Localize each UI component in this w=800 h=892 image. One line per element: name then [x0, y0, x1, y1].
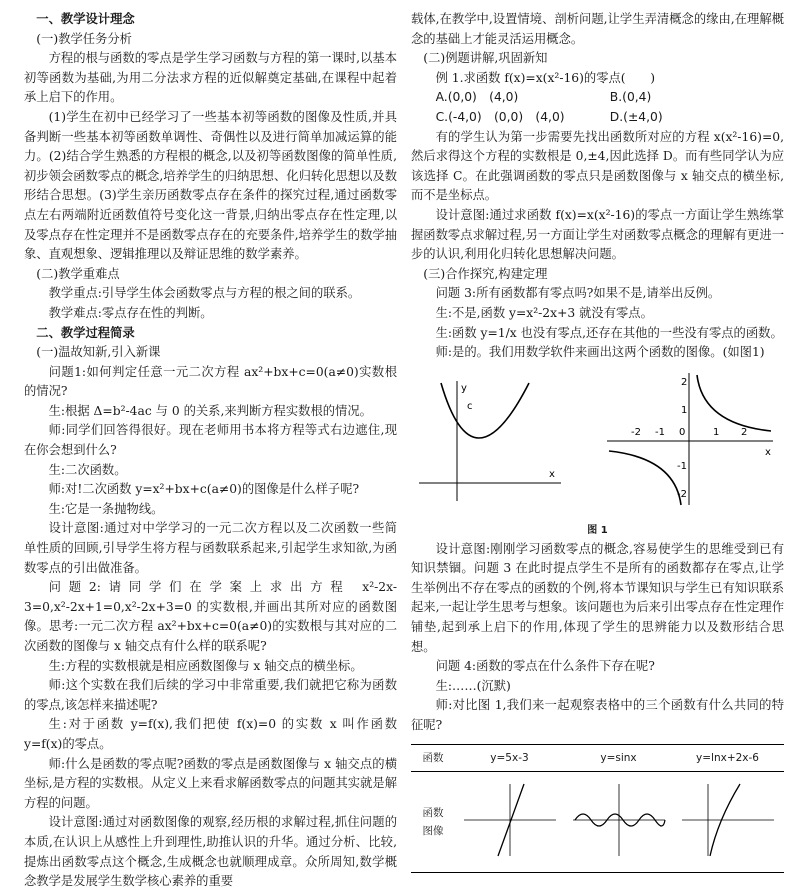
- linear-graph: [460, 780, 560, 860]
- subsection-heading: (一)教学任务分析: [36, 31, 132, 46]
- left-column: [24, 10, 397, 892]
- y-tick: 1: [681, 404, 688, 416]
- linear-graph-cell: [455, 780, 564, 863]
- subsection-heading: (二)教学重难点: [36, 266, 120, 281]
- figure-caption: 图 1: [587, 524, 608, 536]
- paragraph: 生:对于函数 y=f(x),我们把使 f(x)=0 的实数 x 叫作函数 y=f(x)的零点。: [24, 717, 397, 751]
- option-b: B.(0,4): [609, 90, 652, 105]
- paragraph: 师:对比图 1,我们来一起观察表格中的三个函数有什么共同的特征呢?: [411, 698, 784, 733]
- paragraph: 有的学生认为第一步需要先找出函数所对应的方程 x(x²-16)=0,然后求得这个方程的实数根是 0,±4,因此选择 D。而有些同学认为应该选择 C。在此强调函数的零点只是函数图像与 x 轴交点的横坐标,而不是坐标点。: [411, 129, 784, 203]
- paragraph: 设计意图:通过求函数 f(x)=x(x²-16)的零点一方面让学生熟练掌握函数零点求解过程,另一方面让学生对函数零点概念的理解有更进一步的认识,利用化归转化思想解决问题。: [411, 207, 784, 262]
- answer-options: [411, 88, 784, 127]
- reciprocal-graph: [601, 369, 781, 509]
- paragraph: 方程的根与函数的零点是学生学习函数与方程的第一课时,以基本初等函数为基础,为用二分法求方程的近似解奠定基础,在课程中起着承上启下的作用。: [24, 51, 397, 105]
- option-c: C.(-4,0) (0,0) (4,0): [435, 109, 565, 124]
- y-tick: 2: [681, 376, 688, 388]
- parabola-graph: [411, 371, 571, 511]
- paragraph: 生:……(沉默): [435, 678, 511, 693]
- x-tick: 2: [741, 426, 748, 438]
- right-column: [411, 10, 784, 873]
- paragraph: 师:是的。我们用数学软件来画出这两个函数的图像。(如图1): [435, 345, 765, 360]
- table-header-cell: y=lnx+2x-6: [696, 751, 759, 764]
- paragraph: 教学难点:零点存在性的判断。: [48, 305, 213, 320]
- paragraph: 生:不是,函数 y=x²-2x+3 就没有零点。: [435, 305, 653, 320]
- log-graph-cell: [673, 780, 782, 863]
- paragraph: 设计意图:通过对函数图像的观察,经历根的求解过程,抓住问题的本质,在认识上从感性上升到理性,助推认识的升华。通过分析、比较,提炼出函数零点这个概念,生成概念也就顺理成章。众所周知,数学概念教学是发展学生数学核心素养的重要: [24, 815, 397, 889]
- curve-label: c: [467, 400, 473, 412]
- function-table: [411, 744, 784, 873]
- x-tick: -1: [655, 426, 665, 438]
- row-label-line: 函数: [422, 806, 444, 819]
- paragraph: (1)学生在初中已经学习了一些基本初等函数的图像及性质,并具备判断一些基本初等函数单调性、奇偶性以及进行简单加减运算的能力。(2)结合学生熟悉的方程根的概念,以及初等函数图像的简单性质,初步领会函数零点的概念,培养学生的归纳思想、化归转化思想以及数形结合思想。(3)学生亲历函数零点存在条件的探究过程,通过函数零点左右两端附近函数值符号变化这一背景,归纳出零点存在性定理,以及零点存在性定理并不是函数零点存在的充要条件,培养学生的数学抽象、直观想象、逻辑推理以及辩证思维的数学素养。: [24, 109, 397, 262]
- paragraph: 设计意图:刚刚学习函数零点的概念,容易使学生的思维受到已有知识禁锢。问题 3 在此时提点学生不是所有的函数都存在零点,让学生举例出不存在零点的函数的个例,将本节课知识与学生已有知识联系起来,一起让学生思考与想象。该问题也为后来引出零点存在性定理作铺垫,起到承上启下的作用,体现了学生的思辨能力以及数形结合思想。: [411, 541, 784, 654]
- y-axis-label: y: [461, 382, 467, 394]
- paragraph: 生:根据 Δ=b²-4ac 与 0 的关系,来判断方程实数根的情况。: [48, 403, 372, 418]
- table-header-cell: 函数: [422, 752, 444, 765]
- paragraph: 问题 4:函数的零点在什么条件下存在呢?: [435, 659, 655, 674]
- y-tick: -2: [677, 488, 687, 500]
- table-row: [411, 772, 784, 872]
- x-tick: -2: [631, 426, 641, 438]
- table-header-cell: y=5x-3: [490, 751, 529, 764]
- table-header-cell: y=sinx: [600, 751, 637, 764]
- section-heading: 二、教学过程简录: [36, 325, 135, 340]
- option-a: A.(0,0) (4,0): [435, 90, 519, 105]
- table-header-row: [411, 745, 784, 772]
- paragraph: 生:二次函数。: [48, 462, 127, 477]
- sine-graph-cell: [564, 780, 673, 863]
- y-tick: -1: [677, 460, 687, 472]
- paragraph: 生:方程的实数根就是相应函数图像与 x 轴交点的横坐标。: [48, 658, 363, 673]
- paragraph: 师:对!二次函数 y=x²+bx+c(a≠0)的图像是什么样子呢?: [48, 482, 360, 497]
- paragraph: 设计意图:通过对中学学习的一元二次方程以及二次函数一些简单性质的回顾,引导学生将方程与函数联系起来,引起学生求知欲,为函数零点的引出做准备。: [24, 521, 397, 575]
- paragraph: 生:它是一条抛物线。: [48, 501, 164, 516]
- subsection-heading: (三)合作探究,构建定理: [423, 266, 548, 281]
- x-axis-label: x: [549, 468, 555, 480]
- paragraph: 问题1:如何判定任意一元二次方程 ax²+bx+c=0(a≠0)实数根的情况?: [24, 364, 397, 399]
- subsection-heading: (二)例题讲解,巩固新知: [423, 51, 548, 66]
- paragraph: 师:同学们回答得很好。现在老师用书本将方程等式右边遮住,现在你会想到什么?: [24, 423, 397, 458]
- sine-graph: [569, 780, 669, 860]
- example-question: 例 1.求函数 f(x)=x(x²-16)的零点( ): [435, 70, 655, 85]
- x-axis-label: x: [765, 446, 771, 458]
- option-d: D.(±4,0): [609, 109, 663, 124]
- paragraph: 生:函数 y=1/x 也没有零点,还存在其他的一些没有零点的函数。: [435, 325, 783, 340]
- paragraph: 师:这个实数在我们后续的学习中非常重要,我们就把它称为函数的零点,该怎样来描述呢?: [24, 678, 397, 712]
- log-graph: [678, 780, 778, 860]
- paragraph: 问题 3:所有函数都有零点吗?如果不是,请举出反例。: [435, 286, 721, 301]
- paragraph: 问题2:请同学们在学案上求出方程 x²-2x-3=0,x²-2x+1=0,x²-2x+3=0 的实数根,并画出其所对应的函数图像。思考:一元二次方程 ax²+bx+c=0(a≠0)的实数根与其对应的二次函数的图像与 x 轴交点有什么样的联系呢?: [24, 580, 397, 653]
- x-tick: 0: [679, 426, 686, 438]
- figure-1: [411, 369, 784, 519]
- paragraph: 师:什么是函数的零点呢?函数的零点是函数图像与 x 轴交点的横坐标,是方程的实数根。从定义上来看求解函数零点的问题其实就是解方程的问题。: [24, 756, 397, 810]
- row-label: [411, 804, 455, 840]
- section-heading: 一、教学设计理念: [36, 12, 135, 26]
- row-label-line: 图像: [422, 824, 444, 837]
- paragraph: 教学重点:引导学生体会函数零点与方程的根之间的联系。: [48, 286, 361, 301]
- subsection-heading: (一)温故知新,引入新课: [36, 345, 161, 360]
- paragraph: 载体,在教学中,设置情境、剖析问题,让学生弄清概念的缘由,在理解概念的基础上才能灵活运用概念。: [411, 12, 784, 46]
- x-tick: 1: [713, 426, 720, 438]
